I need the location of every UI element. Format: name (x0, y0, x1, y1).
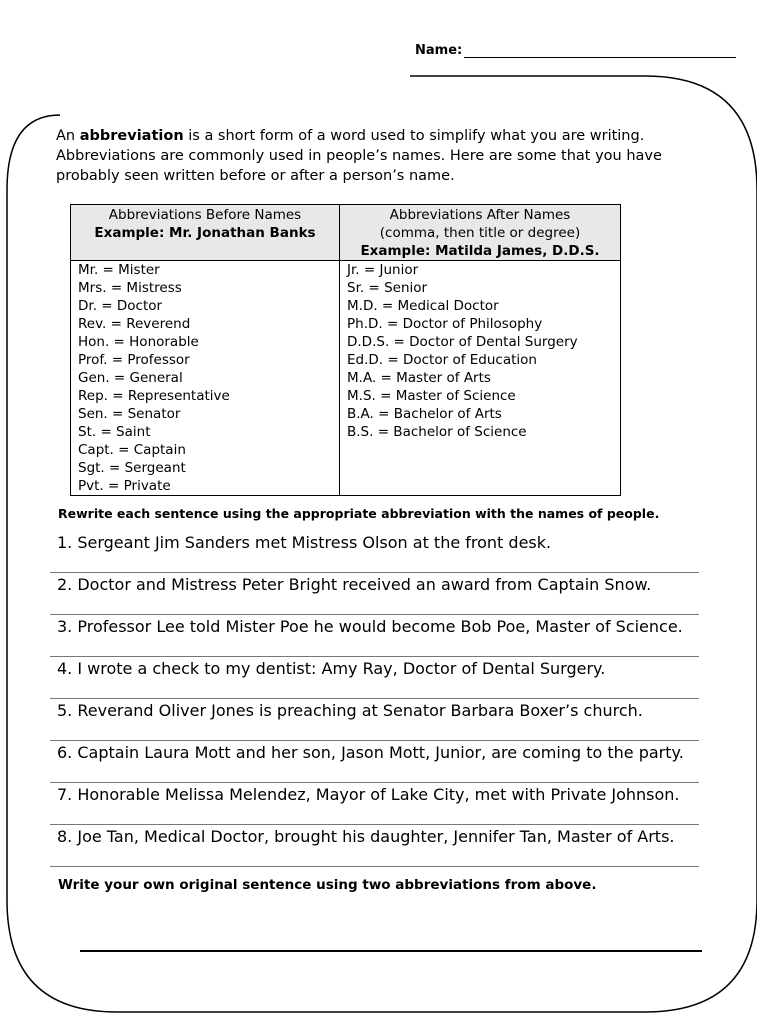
abbreviation-after-item: M.D. = Medical Doctor (347, 298, 499, 314)
col1-example: Example: Mr. Jonathan Banks (94, 225, 316, 241)
sentence-item: 4. I wrote a check to my dentist: Amy Ray, Doctor of Dental Surgery. (50, 657, 699, 699)
sentence-item: 2. Doctor and Mistress Peter Bright received an award from Captain Snow. (50, 573, 699, 615)
abbreviation-before-item: Mrs. = Mistress (78, 280, 182, 296)
name-field (415, 42, 736, 58)
intro-paragraph (56, 126, 716, 186)
sentence-item: 1. Sergeant Jim Sanders met Mistress Olson at the front desk. (50, 531, 699, 573)
abbreviation-before-item: Sen. = Senator (78, 406, 181, 422)
sentence-item: 6. Captain Laura Mott and her son, Jason Mott, Junior, are coming to the party. (50, 741, 699, 783)
sentence-item: 3. Professor Lee told Mister Poe he would become Bob Poe, Master of Science. (50, 615, 699, 657)
abbreviation-after-item: Sr. = Senior (347, 280, 428, 296)
abbreviation-after-item: Ed.D. = Doctor of Education (347, 352, 537, 368)
intro-prefix: An (56, 128, 80, 144)
abbreviation-before-item: Sgt. = Sergeant (78, 460, 186, 476)
answer-line[interactable] (80, 950, 702, 952)
col2-title: Abbreviations After Names (389, 207, 571, 223)
abbreviation-table (70, 204, 621, 496)
abbreviation-after-item: B.S. = Bachelor of Science (347, 424, 527, 440)
own-sentence-prompt: Write your own original sentence using two abbreviations from above. (58, 877, 597, 893)
col2-subtitle: (comma, then title or degree) (379, 225, 581, 241)
abbreviation-after-item: M.S. = Master of Science (347, 388, 516, 404)
abbreviation-before-item: Hon. = Honorable (78, 334, 199, 350)
abbreviation-before-item: Capt. = Captain (78, 442, 186, 458)
after-names-list (340, 261, 621, 496)
col1-header (71, 205, 340, 261)
abbreviation-before-item: Gen. = General (78, 370, 183, 386)
abbreviation-before-item: Dr. = Doctor (78, 298, 163, 314)
instructions: Rewrite each sentence using the appropriate abbreviation with the names of people. (58, 506, 660, 521)
abbreviation-after-item: M.A. = Master of Arts (347, 370, 491, 386)
abbreviation-after-item: D.D.S. = Doctor of Dental Surgery (347, 334, 578, 350)
abbreviation-before-item: Mr. = Mister (78, 262, 160, 278)
abbreviation-before-item: St. = Saint (78, 424, 151, 440)
intro-bold-term: abbreviation (79, 128, 184, 144)
intro-rest: is a short form of a word used to simplify what you are writing. Abbreviations are commonly used in people’s names. Here are some that you have probably seen written before or after a person’s name. (56, 128, 662, 184)
name-blank-line[interactable] (464, 42, 736, 58)
abbreviation-before-item: Rep. = Representative (78, 388, 230, 404)
col1-title: Abbreviations Before Names (108, 207, 302, 223)
abbreviation-before-item: Prof. = Professor (78, 352, 190, 368)
before-names-list (71, 261, 340, 496)
sentence-item: 8. Joe Tan, Medical Doctor, brought his daughter, Jennifer Tan, Master of Arts. (50, 825, 699, 867)
sentence-list (50, 531, 699, 867)
col2-example: Example: Matilda James, D.D.S. (360, 243, 600, 259)
abbreviation-before-item: Rev. = Reverend (78, 316, 191, 332)
col2-header (340, 205, 621, 261)
name-label: Name: (415, 43, 463, 58)
abbreviation-after-item: Ph.D. = Doctor of Philosophy (347, 316, 543, 332)
sentence-item: 5. Reverand Oliver Jones is preaching at Senator Barbara Boxer’s church. (50, 699, 699, 741)
abbreviation-after-item: B.A. = Bachelor of Arts (347, 406, 502, 422)
abbreviation-before-item: Pvt. = Private (78, 478, 171, 494)
sentence-item: 7. Honorable Melissa Melendez, Mayor of Lake City, met with Private Johnson. (50, 783, 699, 825)
abbreviation-after-item: Jr. = Junior (347, 262, 419, 278)
